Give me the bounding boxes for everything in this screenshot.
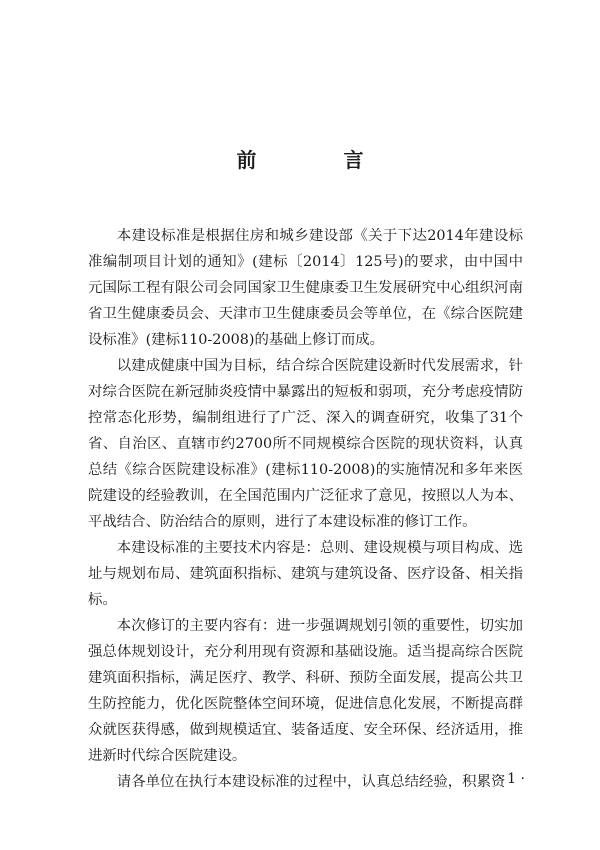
paragraph-3: 本建设标准的主要技术内容是：总则、建设规模与项目构成、选址与规划布局、建筑面积指标、建筑与建筑设备、医疗设备、相关指标。 xyxy=(88,540,523,608)
paragraph-1: 本建设标准是根据住房和城乡建设部《关于下达2014年建设标准编制项目计划的通知》(建标〔2014〕125号)的要求，由中国中元国际工程有限公司会同国家卫生健康委卫生发展研究中心组织河南省卫生健康委员会、天津市卫生健康委员会等单位，在《综合医院建设标准》(建标110-2008)的基础上修订而成。 xyxy=(88,228,523,348)
paragraph-4: 本次修订的主要内容有：进一步强调规划引领的重要性，切实加强总体规划设计，充分利用现有资源和基础设施。适当提高综合医院建筑面积指标，满足医疗、教学、科研、预防全面发展，提高公共卫生防控能力，优化医院整体空间环境，促进信息化发展，不断提高群众就医获得感，做到规模适宜、装备适度、安全环保、经济适用，推进新时代综合医院建设。 xyxy=(88,618,523,764)
preface-body xyxy=(88,223,523,795)
paragraph-2: 以建成健康中国为目标，结合综合医院建设新时代发展需求，针对综合医院在新冠肺炎疫情中暴露出的短板和弱项，充分考虑疫情防控常态化形势，编制组进行了广泛、深入的调查研究，收集了31个省、自治区、直辖市约2700所不同规模综合医院的现状资料，认真总结《综合医院建设标准》(建标110-2008)的实施情况和多年来医院建设的经验教训，在全国范围内广泛征求了意见，按照以人为本、平战结合、防治结合的原则，进行了本建设标准的修订工作。 xyxy=(88,358,523,530)
page-title: 前 言 xyxy=(236,148,404,172)
page-number: · 1 · xyxy=(498,771,525,787)
paragraph-5: 请各单位在执行本建设标准的过程中，认真总结经验，积累资 xyxy=(116,774,506,790)
